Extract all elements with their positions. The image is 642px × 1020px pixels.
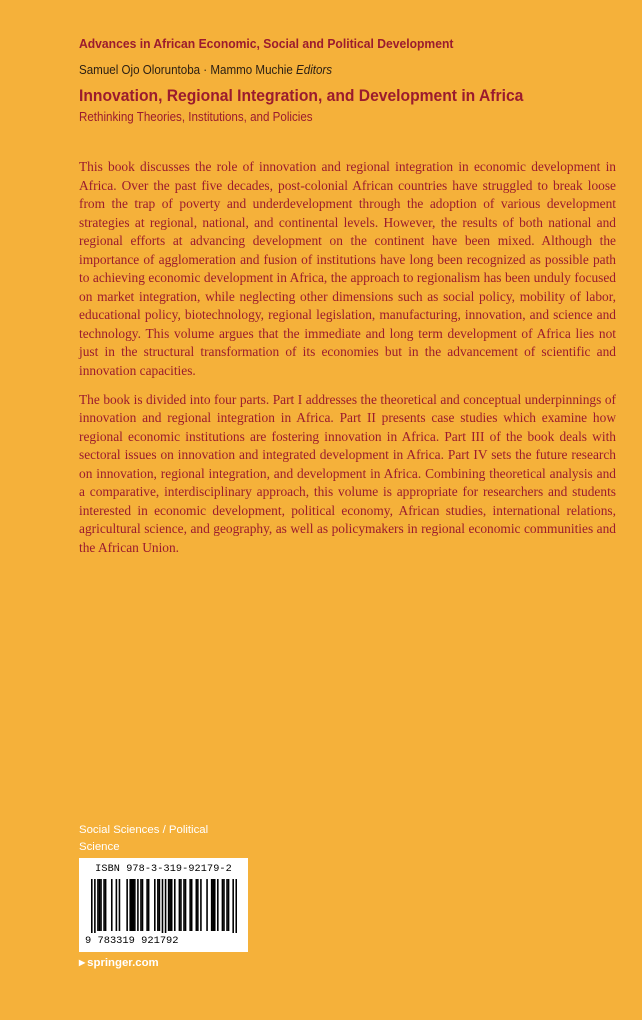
barcode-bar (189, 879, 191, 931)
barcode-bar (142, 879, 144, 931)
barcode-bar (196, 879, 198, 931)
barcode-bar (105, 879, 107, 931)
barcode-bar (154, 879, 156, 931)
barcode-bar (91, 879, 93, 933)
description-paragraph-1: This book discusses the role of innovation and regional integration in economic development in Africa. Over the past five decades, post-colonial African countries have struggled to break loose from the trap of poverty and underdevelopment through the adoption of various development strategies at regional, national, and continental levels. However, the results of both national and regional efforts at advancing development on the continent have been mixed. Although the importance of agglomeration and fusion of institutions have long been recognized as possible path to achieving economic development in Africa, the approach to regionalism has been unduly focused on market integration, while neglecting other dimensions such as social policy, mobility of labor, educational policy, biotechnology, regional legislation, manufacturing, innovation, and science and technology. This volume argues that the immediate and long term development of Africa lies not just in the structural transformation of its economies but in the advancement of scientific and innovation capacities. (79, 159, 616, 379)
barcode-bar (100, 879, 102, 931)
barcode-bar (191, 879, 193, 931)
barcode-bar (157, 879, 159, 931)
barcode-bar (111, 879, 113, 931)
barcode-bar (119, 879, 121, 931)
barcode (79, 858, 248, 952)
barcode-bar (232, 879, 234, 933)
barcode-digits: 9 783319 921792 (85, 935, 179, 947)
barcode-bar (171, 879, 173, 931)
barcode-bar (99, 879, 101, 931)
subject-category: Social Sciences / Political Science (79, 824, 209, 853)
barcode-bar (146, 879, 148, 931)
triangle-arrow-icon: ▶ (79, 958, 86, 967)
barcode-bar (179, 879, 181, 931)
barcode-bar (200, 879, 202, 931)
editor-names: Samuel Ojo Oloruntoba · Mammo Muchie (79, 63, 293, 77)
barcode-bar (116, 879, 118, 931)
barcode-bar (134, 879, 136, 931)
barcode-bar (129, 879, 131, 931)
barcode-bar (197, 879, 199, 931)
publisher-link[interactable] (79, 957, 159, 969)
barcode-bar (174, 879, 176, 931)
barcode-bar (103, 879, 105, 931)
barcode-bar (165, 879, 167, 933)
barcode-bar (217, 879, 219, 931)
barcode-bar (183, 879, 185, 931)
barcode-bar (137, 879, 139, 931)
barcode-bar (132, 879, 134, 931)
barcode-bar (206, 879, 208, 931)
description-paragraph-2: The book is divided into four parts. Part I addresses the theoretical and conceptual underpinnings of innovation and regional integration in Africa. Part II presents case studies which examine how regional economic institutions are fostering innovation in Africa. Part III of the book deals with sectoral issues on innovation and integrated development in Africa. Part IV sets the future research on innovation, regional integration, and development in Africa. Combining theoretical analysis and a comparative, interdisciplinary approach, this volume is appropriate for researchers and students interested in economic development, political economy, African studies, international relations, agricultural science, and geography, as well as policymakers in regional economic communities and the African Union. (79, 391, 616, 555)
book-description (79, 158, 616, 567)
barcode-bar (180, 879, 182, 931)
barcode-bar (211, 879, 213, 931)
series-title: Advances in African Economic, Social and Political Development (79, 36, 454, 51)
barcode-bar (97, 879, 99, 931)
barcode-bar (223, 879, 225, 931)
book-subtitle: Rethinking Theories, Institutions, and Policies (79, 110, 313, 124)
book-title: Innovation, Regional Integration, and Development in Africa (79, 86, 524, 105)
barcode-bar (168, 879, 170, 931)
barcode-bar (212, 879, 214, 931)
barcode-bars (91, 879, 237, 933)
barcode-bar (140, 879, 142, 931)
barcode-bar (94, 879, 96, 933)
barcode-bar (162, 879, 164, 933)
publisher-website: springer.com (87, 957, 159, 969)
editors-role: Editors (296, 63, 333, 77)
barcode-bar (222, 879, 224, 931)
barcode-bar (159, 879, 161, 931)
isbn-label: ISBN 978-3-319-92179-2 (95, 864, 232, 875)
barcode-bar (185, 879, 187, 931)
barcode-bar (214, 879, 216, 931)
editors-line (79, 63, 332, 77)
barcode-bar (169, 879, 171, 931)
barcode-bar (226, 879, 228, 931)
barcode-bar (148, 879, 150, 931)
barcode-bar (235, 879, 237, 933)
barcode-bar (228, 879, 230, 931)
barcode-bar (131, 879, 133, 931)
barcode-bar (126, 879, 128, 931)
